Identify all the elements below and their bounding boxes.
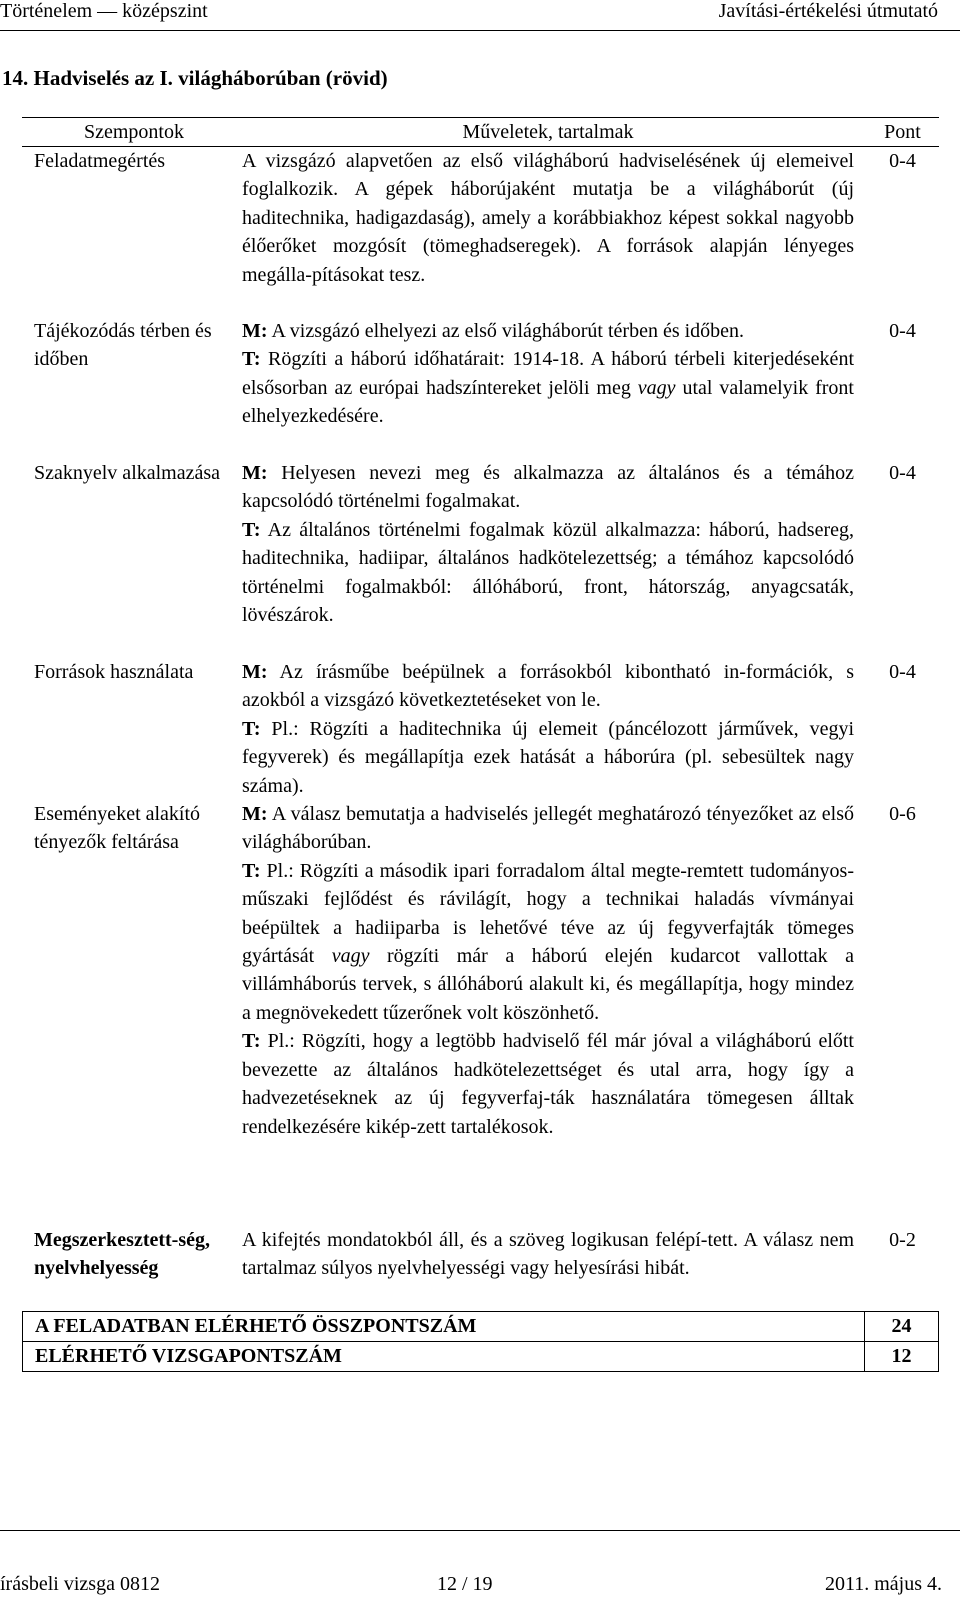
criterion-cell: Szaknyelv alkalmazása [34, 462, 221, 484]
m-paragraph [242, 317, 854, 345]
points-cell: 0-6 [889, 803, 916, 826]
t-label: T: [242, 717, 261, 740]
criterion-cell: Források használata [34, 661, 194, 683]
content-cell: A kifejtés mondatokból áll, és a szöveg logikusan felépí-tett. A válasz nem tartalmaz súlyos nyelvhelyességi vagy helyesírási hibát. [242, 1229, 854, 1280]
scoring-grid [22, 117, 939, 1311]
t-label: T: [242, 348, 261, 371]
content-cell: A vizsgázó alapvetően az első világháború hadviselésének új elemeivel foglalkozik. A gépek háborújaként mutatja be a világháborút (új haditechnika, hadigazdaság), amely a korábbiakhoz képest sokkal nagyobb élőerőket mozgósít (tömeghadseregek). A források alapján lényeges megálla-pításokat tesz. [242, 150, 854, 286]
footer-exam-id: írásbeli vizsga 0812 [0, 1573, 160, 1595]
col-header-points: Pont [884, 121, 921, 143]
m-paragraph [242, 658, 854, 715]
criterion-cell: Tájékozódás térben és időben [34, 320, 212, 371]
t-label: T: [242, 1030, 261, 1053]
summary-value: 12 [864, 1342, 938, 1371]
t-text: Az általános történelmi fogalmak közül alkalmazza: háború, hadsereg, haditechnika, hadiipar, általános hadkötelezettség; a témához kapcsolódó történelmi fogalmakból: állóháború, front, hátország, anyagcsaták, lövészárok. [242, 518, 854, 627]
t-label: T: [242, 859, 261, 882]
header-doc-type: Javítási-értékelési útmutató [718, 0, 938, 22]
footer-page-number: 12 / 19 [437, 1573, 493, 1595]
footer-rule [0, 1530, 960, 1531]
t-paragraph [242, 516, 854, 630]
points-cell: 0-4 [889, 661, 916, 683]
m-label: M: [242, 462, 268, 484]
header-subject: Történelem — középszint [0, 0, 208, 22]
t-paragraph [242, 857, 854, 1027]
t-paragraph [242, 345, 854, 430]
criterion-cell: Feladatmegértés [34, 150, 166, 172]
content-cell [234, 317, 866, 459]
criterion-cell: Eseményeket alakító tényezők feltárása [34, 803, 201, 854]
m-label: M: [242, 320, 268, 342]
t-text: Pl.: Rögzíti a második ipari forradalom által megte-remtett tudományos-műszaki fejlődést és rávilágít, hogy a technikai haladás vívmányai beépültek a hadiiparba is lehetővé téve az új fegyverfajták tömeges gyártását [242, 859, 854, 968]
m-label: M: [242, 803, 268, 826]
t-italic: vagy [331, 945, 370, 968]
t-text-end: rögzíti már a háború elején kudarcot vallottak a villámháborús tervek, s állóháború alakult ki, és megállapítja, hogy mindez a megnövekedett tűzerőnek volt köszönhető. [242, 945, 854, 1024]
col-header-content: Műveletek, tartalmak [462, 121, 634, 143]
content-cell [234, 800, 866, 1226]
m-text: A válasz bemutatja a hadviselés jellegét meghatározó tényezőket az első világháborúban. [242, 803, 854, 854]
t-label: T: [242, 518, 261, 541]
summary-value: 24 [864, 1312, 938, 1341]
m-text: Az írásműbe beépülnek a forrásokból kibontható in-formációk, s azokból a vizsgázó következtetéseket von le. [242, 661, 854, 712]
t-text: Pl.: Rögzíti a haditechnika új elemeit (páncélozott járművek, vegyi fegyverek) és megállapítja ezek hatását a háborúra (pl. sebesültek nagy száma). [242, 717, 854, 797]
summary-label: A FELADATBAN ELÉRHETŐ ÖSSZPONTSZÁM [35, 1315, 477, 1338]
m-paragraph [242, 459, 854, 516]
page-header [0, 0, 960, 32]
summary-label: ELÉRHETŐ VIZSGAPONTSZÁM [35, 1345, 342, 1368]
m-text: A vizsgázó elhelyezi az első világháborút térben és időben. [267, 320, 745, 342]
summary-row [23, 1311, 938, 1341]
summary-row [23, 1341, 938, 1371]
scoring-table [22, 117, 939, 1372]
header-rule [0, 30, 960, 31]
points-cell: 0-4 [889, 320, 916, 342]
t-paragraph [242, 715, 854, 800]
points-cell: 0-2 [889, 1229, 916, 1252]
criterion-cell: Megszerkesztett-ség, nyelvhelyesség [34, 1229, 211, 1280]
t-text-end: utal valamelyik front elhelyezkedésére. [242, 376, 854, 428]
t-text: Pl.: Rögzíti, hogy a legtöbb hadviselő fél már jóval a világháború előtt bevezette az általános hadkötelezettséget és utal arra, hogy így a hadvezetéseknek az új fegyverfaj-ták használatára tömegesen álltak rendelkezésére kikép-zett tartalékosok. [242, 1030, 854, 1138]
points-cell: 0-4 [889, 462, 916, 484]
section-title: 14. Hadviselés az I. világháborúban (rövid) [2, 66, 388, 90]
t-paragraph-2 [242, 1027, 854, 1141]
footer-date: 2011. május 4. [824, 1573, 942, 1595]
m-paragraph [242, 800, 854, 857]
t-italic: vagy [637, 376, 676, 399]
col-header-criteria: Szempontok [84, 121, 184, 143]
summary-box [22, 1311, 939, 1372]
m-text: Helyesen nevezi meg és alkalmazza az általános és a témához kapcsolódó történelmi fogalmakat. [242, 462, 854, 513]
content-cell [234, 658, 866, 800]
content-cell [234, 459, 866, 658]
points-cell: 0-4 [889, 150, 916, 172]
t-text: Rögzíti a háború időhatárait: 1914-18. A háború térbeli kiterjedéseként elsősorban az európai hadszíntereket jelöli meg [242, 348, 854, 399]
m-label: M: [242, 661, 268, 683]
